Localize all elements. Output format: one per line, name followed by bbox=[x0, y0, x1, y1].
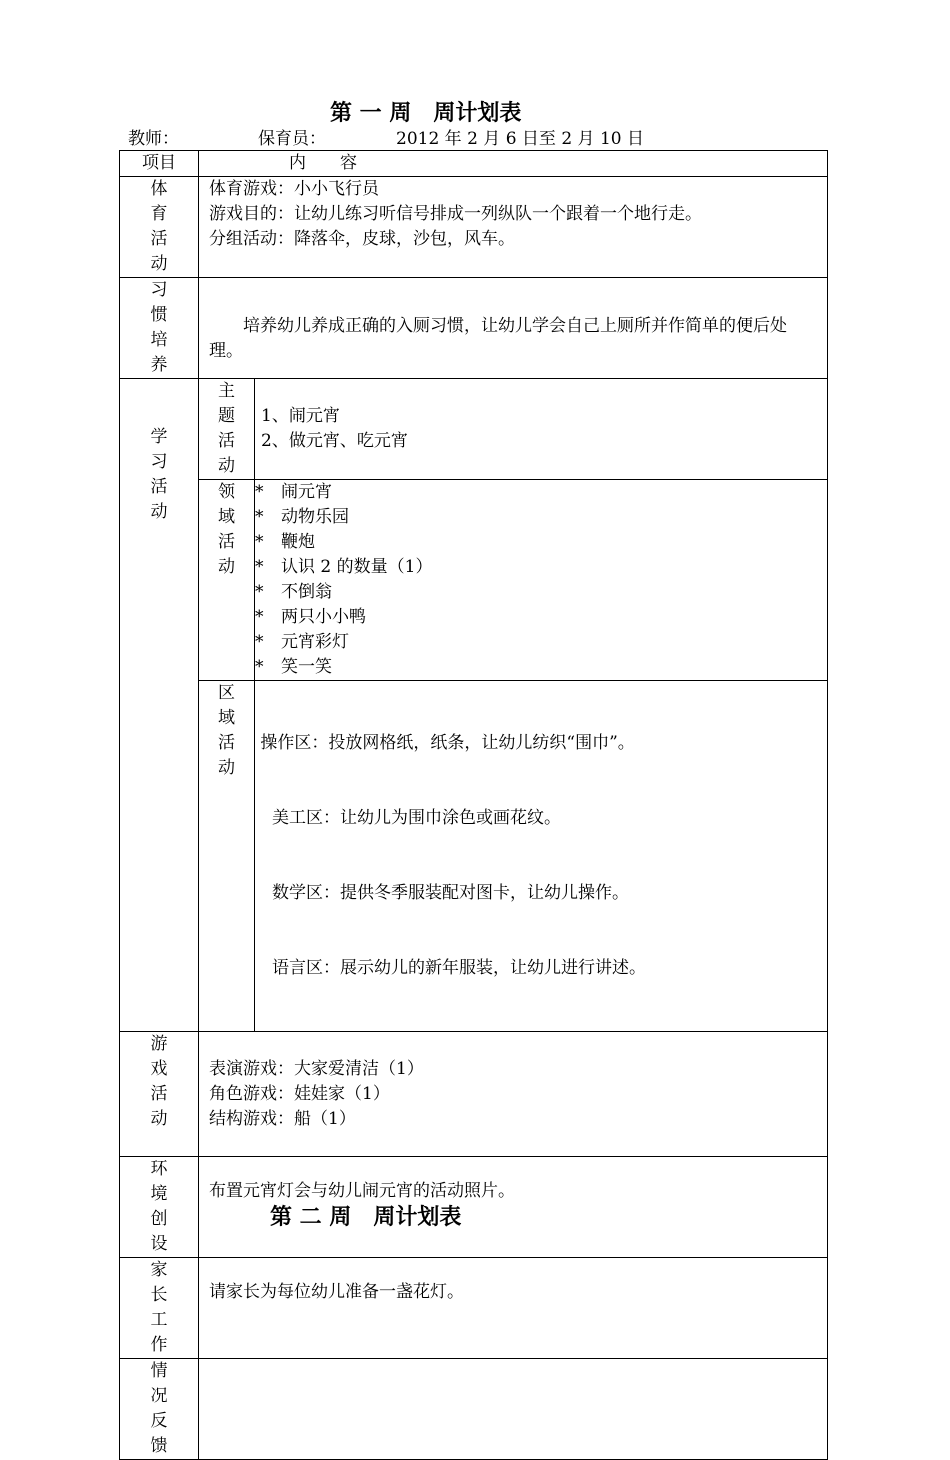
habit-text: 培养幼儿养成正确的入厕习惯，让幼儿学会自己上厕所并作简单的便后处理。 bbox=[209, 316, 787, 361]
habit-label: 习惯培养 bbox=[150, 280, 168, 375]
learning-label: 学习活动 bbox=[150, 427, 168, 522]
domain-content bbox=[255, 480, 828, 681]
col-content-header: 内 容 bbox=[199, 151, 828, 177]
domain-item: * 鞭炮 bbox=[255, 532, 315, 552]
domain-item: * 动物乐园 bbox=[255, 507, 349, 527]
habit-row bbox=[120, 278, 828, 379]
caregiver-label: 保育员： bbox=[258, 129, 326, 149]
domain-item: * 不倒翁 bbox=[255, 582, 332, 602]
habit-content bbox=[199, 278, 828, 379]
area-content bbox=[255, 681, 828, 1032]
area-line: 美工区：让幼儿为围巾涂色或画花纹。 bbox=[255, 808, 561, 828]
weekly-plan-table bbox=[119, 150, 828, 1460]
learning-label-cell bbox=[120, 379, 199, 1032]
domain-item: * 认识 2 的数量（1） bbox=[255, 557, 433, 577]
area-label: 区域活动 bbox=[218, 683, 235, 778]
parents-label-cell bbox=[120, 1258, 199, 1359]
game-line: 表演游戏：大家爱清洁（1） bbox=[209, 1059, 424, 1079]
pe-content bbox=[199, 177, 828, 278]
feedback-label-cell bbox=[120, 1359, 199, 1460]
environment-text: 布置元宵灯会与幼儿闹元宵的活动照片。 bbox=[209, 1181, 515, 1201]
domain-item: * 两只小小鸭 bbox=[255, 607, 366, 627]
game-label: 游戏活动 bbox=[150, 1034, 168, 1129]
pe-label: 体育活动 bbox=[150, 179, 168, 274]
area-line: 操作区：投放网格纸，纸条，让幼儿纺织“围巾”。 bbox=[255, 733, 635, 753]
domain-item: * 笑一笑 bbox=[255, 657, 332, 677]
domain-label-cell bbox=[199, 480, 255, 681]
feedback-content bbox=[199, 1359, 828, 1460]
environment-row bbox=[120, 1157, 828, 1258]
week2-title: 第 二 周 周计划表 bbox=[270, 1204, 462, 1230]
area-label-cell bbox=[199, 681, 255, 1032]
header-meta bbox=[128, 124, 644, 149]
theme-content bbox=[255, 379, 828, 480]
parents-row bbox=[120, 1258, 828, 1359]
habit-label-cell bbox=[120, 278, 199, 379]
game-line: 结构游戏：船（1） bbox=[209, 1109, 356, 1129]
game-content bbox=[199, 1032, 828, 1157]
pe-line: 游戏目的：让幼儿练习听信号排成一列纵队一个跟着一个地行走。 bbox=[209, 204, 702, 224]
game-line: 角色游戏：娃娃家（1） bbox=[209, 1084, 390, 1104]
parents-content bbox=[199, 1258, 828, 1359]
theme-line: 1、闹元宵 bbox=[261, 406, 340, 426]
parents-label: 家长工作 bbox=[150, 1260, 168, 1355]
parents-text: 请家长为每位幼儿准备一盏花灯。 bbox=[209, 1282, 464, 1302]
pe-line: 体育游戏：小小飞行员 bbox=[209, 179, 379, 199]
area-line: 语言区：展示幼儿的新年服装，让幼儿进行讲述。 bbox=[255, 958, 646, 978]
pe-label-cell bbox=[120, 177, 199, 278]
domain-item: * 闹元宵 bbox=[255, 482, 332, 502]
area-line: 数学区：提供冬季服装配对图卡，让幼儿操作。 bbox=[255, 883, 629, 903]
teacher-label: 教师： bbox=[128, 129, 179, 149]
feedback-row bbox=[120, 1359, 828, 1460]
environment-label: 环境创设 bbox=[150, 1159, 168, 1254]
header-row bbox=[120, 151, 828, 177]
pe-row bbox=[120, 177, 828, 278]
week1-title: 第 一 周 周计划表 bbox=[330, 100, 522, 126]
date-range: 2012 年 2 月 6 日至 2 月 10 日 bbox=[396, 129, 644, 149]
pe-line: 分组活动：降落伞，皮球，沙包，风车。 bbox=[209, 229, 515, 249]
game-row bbox=[120, 1032, 828, 1157]
game-label-cell bbox=[120, 1032, 199, 1157]
domain-label: 领域活动 bbox=[218, 482, 235, 577]
theme-line: 2、做元宵、吃元宵 bbox=[261, 431, 408, 451]
col-item-header: 项目 bbox=[120, 151, 199, 177]
feedback-label: 情况反馈 bbox=[150, 1361, 168, 1456]
domain-row bbox=[120, 480, 828, 681]
area-row bbox=[120, 681, 828, 1032]
environment-label-cell bbox=[120, 1157, 199, 1258]
theme-label: 主题活动 bbox=[218, 381, 235, 476]
domain-item: * 元宵彩灯 bbox=[255, 632, 349, 652]
theme-label-cell bbox=[199, 379, 255, 480]
theme-row bbox=[120, 379, 828, 480]
